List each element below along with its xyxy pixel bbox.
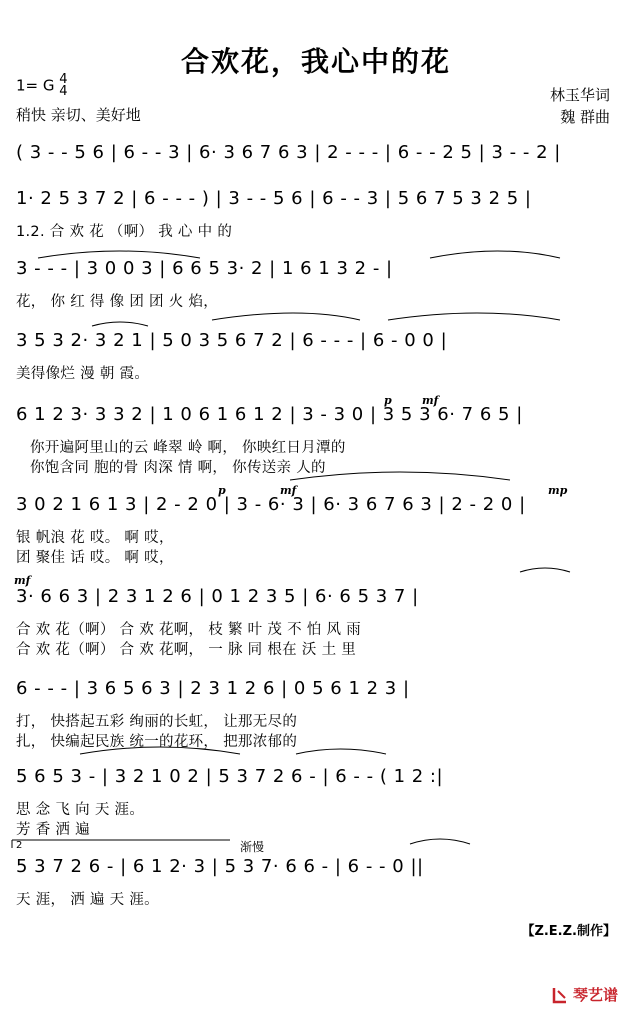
slur: [296, 749, 386, 754]
notation-row: 1· 2 5 3 7 2 | 6 - - - ) | 3 - - 5 6 | 6 - - 3 | 5 6 7 5 3 2 5 |: [16, 188, 532, 209]
notation-row: 6 1 2 3· 3 3 2 | 1 0 6 1 6 1 2 | 3 - 3 0 | 3 5 3 6· 7 6 5 |: [16, 404, 523, 425]
notation-row: 3· 6 6 3 | 2 3 1 2 6 | 0 1 2 3 5 | 6· 6 5 3 7 |: [16, 586, 419, 607]
slur: [430, 251, 560, 258]
notation-row: 5 6 5 3 - | 3 2 1 0 2 | 5 3 7 2 6 - | 6 - - ( 1 2 :|: [16, 766, 444, 787]
lyric-line: 天 涯， 洒 遍 天 涯。: [16, 892, 159, 908]
slur: [92, 322, 148, 326]
lyric-line: 团 聚佳 话 哎。 啊 哎，: [16, 550, 174, 566]
site-logo: [551, 984, 618, 1005]
volta-number: 2: [16, 840, 23, 851]
notation-row: ( 3 - - 5 6 | 6 - - 3 | 6· 3 6 7 6 3 | 2 - - - | 6 - - 2 5 | 3 - - 2 |: [16, 142, 561, 163]
lyric-line: 思 念 飞 向 天 涯。: [16, 802, 145, 818]
key-label: 1= G: [16, 76, 55, 95]
logo-text: 琴艺谱: [572, 986, 618, 1004]
dynamic-mf: mf: [422, 394, 439, 407]
slur: [38, 251, 200, 258]
lyric-line: 花， 你 红 得 像 团 团 火 焰，: [16, 294, 219, 310]
composer: 魏 群曲: [560, 108, 610, 126]
slur: [520, 568, 570, 572]
dynamic-mf: mf: [14, 574, 31, 587]
lyric-line: 芳 香 洒 遍: [16, 822, 90, 838]
time-signature: [59, 74, 67, 98]
lyric-line: 美得像烂 漫 朝 霞。: [16, 366, 150, 382]
credit-label: 【Z.E.Z.制作】: [521, 924, 616, 939]
dynamic-mf: mf: [280, 484, 297, 497]
lyricist: 林玉华词: [549, 86, 610, 104]
time-numerator: 4: [59, 72, 68, 87]
lyric-line: 扎， 快编起民族 统一的花环， 把那浓郁的: [16, 734, 298, 750]
notation-row: 3 0 2 1 6 1 3 | 2 - 2 0 | 3 - 6· 3 | 6· 3 6 7 6 3 | 2 - 2 0 |: [16, 494, 526, 515]
lyric-line: 合 欢 花（啊） 合 欢 花啊， 枝 繁 叶 茂 不 怕 风 雨: [16, 622, 362, 638]
lyric-line: 银 帆浪 花 哎。 啊 哎，: [16, 530, 174, 546]
lyric-line: 打， 快搭起五彩 绚丽的长虹， 让那无尽的: [16, 714, 298, 730]
lyric-line: 你开遍阿里山的云 峰翠 岭 啊， 你映红日月潭的: [30, 440, 346, 456]
logo-icon: [551, 986, 569, 1004]
lyric-line: 1.2. 合 欢 花 （啊） 我 心 中 的: [16, 224, 233, 240]
dynamic-mp: mp: [548, 484, 568, 497]
page-title: 合欢花，我心中的花: [180, 45, 451, 78]
slur: [212, 313, 360, 320]
dynamic-p: p: [218, 484, 226, 497]
notation-row: 3 5 3 2· 3 2 1 | 5 0 3 5 6 7 2 | 6 - - - | 6 - 0 0 |: [16, 330, 448, 351]
expression-mark: 稍快 亲切、美好地: [16, 106, 141, 124]
notation-row: 5 3 7 2 6 - | 6 1 2· 3 | 5 3 7· 6 6 - | 6 - - 0 ||: [16, 856, 424, 877]
lyric-line: 你饱含同 胞的骨 肉深 情 啊， 你传送亲 人的: [30, 460, 326, 476]
notation-row: 3 - - - | 3 0 0 3 | 6 6 5 3· 2 | 1 6 1 3 2 - |: [16, 258, 393, 279]
slur: [410, 839, 470, 844]
tempo-rit: 渐慢: [240, 840, 265, 854]
slur: [388, 313, 560, 320]
dynamic-p: p: [384, 394, 392, 407]
notation-row: 6 - - - | 3 6 5 6 3 | 2 3 1 2 6 | 0 5 6 1 2 3 |: [16, 678, 410, 699]
time-denominator: 4: [59, 84, 68, 99]
key-signature: [16, 74, 68, 98]
lyric-line: 合 欢 花（啊） 合 欢 花啊， 一 脉 同 根在 沃 土 里: [16, 642, 357, 658]
